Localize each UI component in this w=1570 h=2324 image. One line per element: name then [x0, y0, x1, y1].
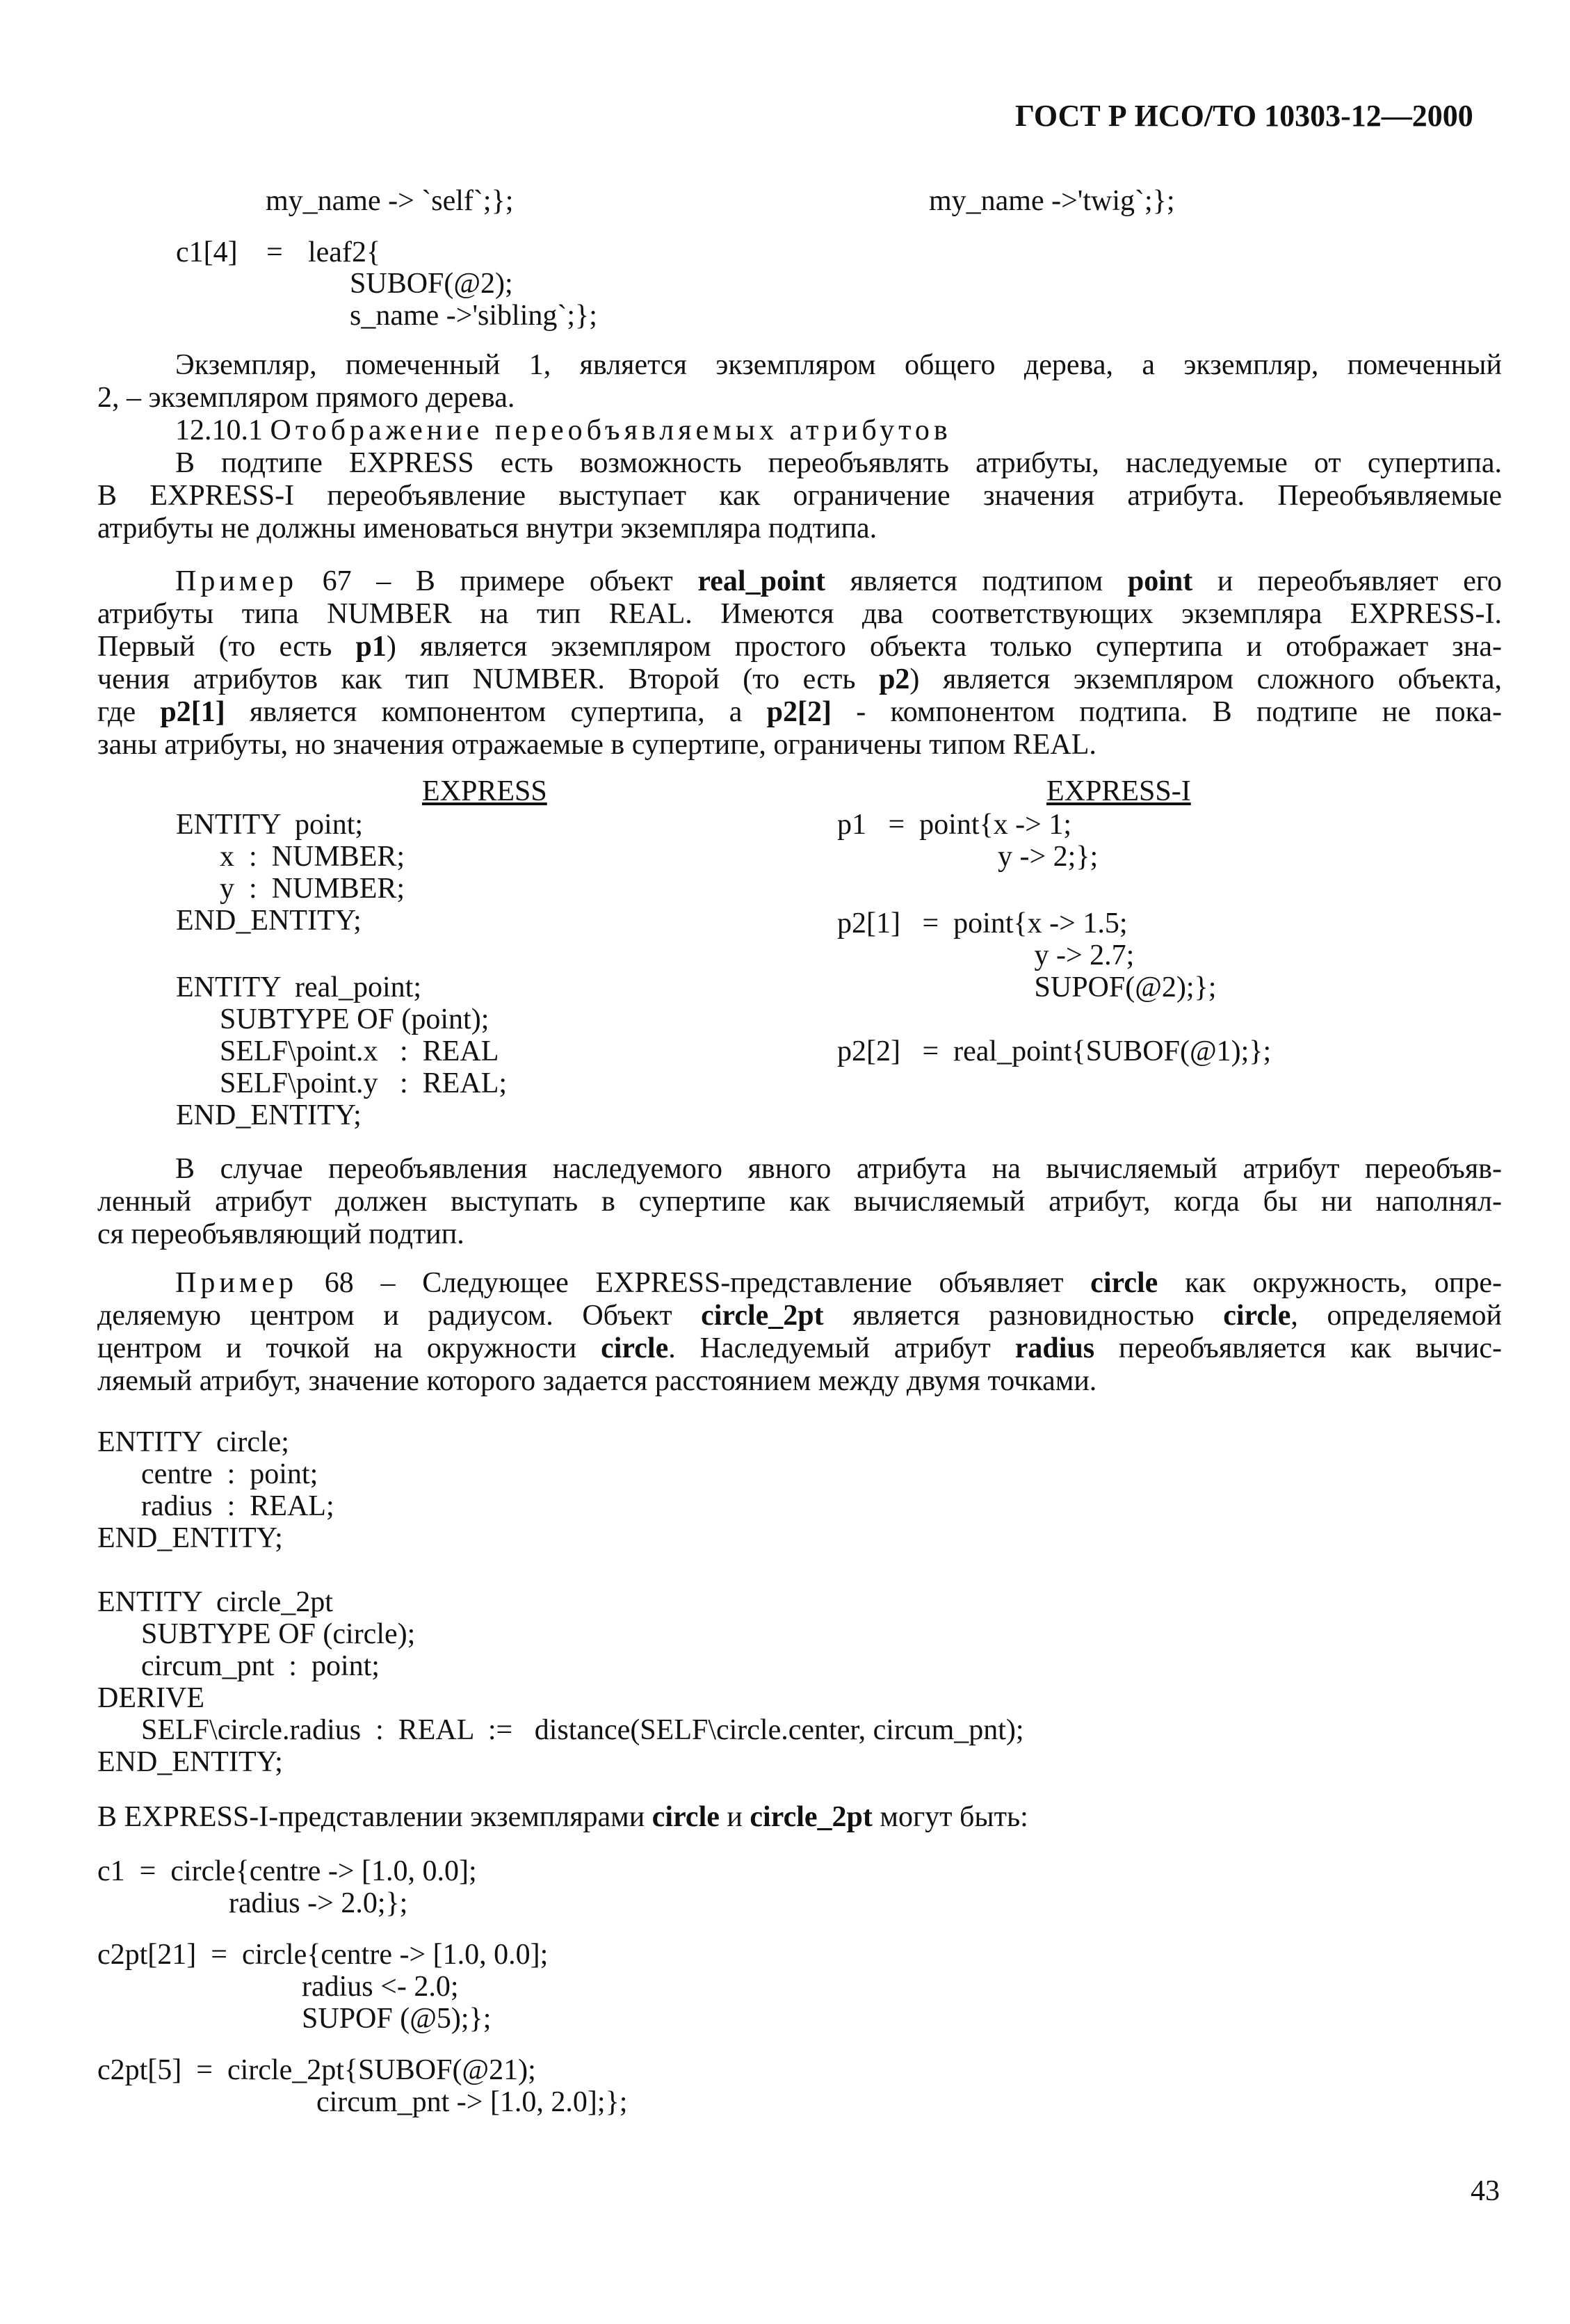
column-heading-express-i: EXPRESS-I [1046, 775, 1191, 807]
code-line: SUBOF(@2); [350, 268, 513, 300]
text-line: где p2[1] является компонентом супертипа, а p2[2] - компонентом подтипа. В подтипе не пока- [97, 696, 1502, 728]
code-line: DERIVE [97, 1682, 204, 1714]
code-line: = [266, 236, 283, 268]
code-line: p2[2] = real_point{SUBOF(@1);}; [837, 1035, 1272, 1067]
code-line: ENTITY circle; [97, 1426, 289, 1458]
code-line: radius -> 2.0;}; [97, 1887, 408, 1919]
code-line: c2pt[5] = circle_2pt{SUBOF(@21); [97, 2054, 536, 2086]
paragraph [97, 447, 1502, 545]
column-heading-express: EXPRESS [422, 775, 547, 807]
section-heading [175, 414, 952, 447]
paragraph [97, 1153, 1502, 1251]
code-line: p1 = point{x -> 1; [837, 809, 1072, 841]
code-line: END_ENTITY; [97, 1522, 283, 1554]
code-line: SUPOF(@2);}; [837, 971, 1217, 1003]
code-line: ENTITY point; [176, 809, 364, 841]
code-line: p2[1] = point{x -> 1.5; [837, 907, 1128, 939]
code-line: c1[4] [176, 236, 238, 268]
text-line: заны атрибуты, но значения отражаемые в супертипе, ограничены типом REAL. [97, 729, 1096, 761]
code-line: circum_pnt -> [1.0, 2.0];}; [97, 2086, 628, 2118]
code-line: my_name ->'twig`;}; [929, 185, 1175, 217]
code-line: my_name -> `self`;}; [266, 185, 514, 217]
code-line: s_name ->'sibling`;}; [350, 300, 597, 332]
code-line: ENTITY circle_2pt [97, 1586, 333, 1618]
code-line: END_ENTITY; [176, 905, 362, 937]
text-line: ляемый атрибут, значение которого задается расстоянием между двумя точками. [97, 1365, 1097, 1397]
page-number: 43 [1471, 2175, 1500, 2207]
code-line: centre : point; [97, 1458, 318, 1490]
paragraph: В EXPRESS-I-представлении экземплярами circle и circle_2pt могут быть: [97, 1801, 1028, 1833]
code-line: radius : REAL; [97, 1490, 334, 1522]
code-line: SUBTYPE OF (point); [176, 1003, 489, 1035]
text-line: Первый (то есть p1) является экземпляром простого объекта только супертипа и отображает зна- [97, 631, 1503, 663]
code-line: c2pt[21] = circle{centre -> [1.0, 0.0]; [97, 1939, 549, 1971]
text-line: Пример 67 – В примере объект real_point является подтипом point и переобъявляет его [175, 565, 1503, 597]
code-line: ENTITY real_point; [176, 971, 422, 1003]
text-line: Пример 68 – Следующее EXPRESS-представление объявляет circle как окружность, опре- [175, 1267, 1502, 1299]
code-line: y -> 2;}; [837, 841, 1099, 873]
code-line: SELF\circle.radius : REAL := distance(SELF\circle.center, circum_pnt); [97, 1714, 1024, 1746]
code-line: c1 = circle{centre -> [1.0, 0.0]; [97, 1855, 477, 1887]
text-line: В случае переобъявления наследуемого явного атрибута на вычисляемый атрибут переобъяв- [175, 1153, 1502, 1185]
example-67 [97, 565, 1502, 761]
code-line: y : NUMBER; [176, 873, 405, 905]
code-line: x : NUMBER; [176, 841, 405, 873]
text-line: центром и точкой на окружности circle. Наследуемый атрибут radius переобъявляется как вычис- [97, 1332, 1503, 1364]
text-line: В EXPRESS-I переобъявление выступает как ограничение значения атрибута. Переобъявляемые [97, 480, 1502, 512]
code-line: SUBTYPE OF (circle); [97, 1618, 416, 1650]
text-line: чения атрибутов как тип NUMBER. Второй (то есть p2) является экземпляром сложного объекта, [97, 663, 1502, 695]
code-line: END_ENTITY; [97, 1746, 283, 1778]
text-line: атрибуты не должны именоваться внутри экземпляра подтипа. [97, 513, 877, 544]
text-line: Экземпляр, помеченный 1, является экземпляром общего дерева, а экземпляр, помеченный [175, 349, 1502, 381]
code-line: radius <- 2.0; [97, 1971, 459, 2003]
code-line: leaf2{ [308, 236, 381, 268]
code-line: SUPOF (@5);}; [97, 2003, 492, 2035]
code-line: SELF\point.x : REAL [176, 1035, 499, 1067]
text-line: В подтипе EXPRESS есть возможность переобъявлять атрибуты, наследуемые от супертипа. [175, 447, 1502, 479]
paragraph [97, 349, 1502, 414]
section-title: Отображение переобъявляемых атрибутов [270, 414, 952, 446]
example-68 [97, 1267, 1502, 1398]
text-line: 2, – экземпляром прямого дерева. [97, 382, 515, 414]
code-line: END_ENTITY; [176, 1099, 362, 1131]
code-line: circum_pnt : point; [97, 1650, 380, 1682]
text-line: ленный атрибут должен выступать в супертипе как вычисляемый атрибут, когда бы ни наполнял- [97, 1186, 1502, 1218]
text-line: деляемую центром и радиусом. Объект circle_2pt является разновидностью circle, определяемой [97, 1300, 1502, 1332]
text-line: ся переобъявляющий подтип. [97, 1218, 464, 1250]
section-number: 12.10.1 [175, 414, 263, 446]
standard-header: ГОСТ Р ИСО/ТО 10303-12—2000 [1015, 99, 1473, 133]
text-line: атрибуты типа NUMBER на тип REAL. Имеются два соответствующих экземпляра EXPRESS-I. [97, 598, 1502, 630]
code-line: y -> 2.7; [837, 939, 1135, 971]
code-line: SELF\point.y : REAL; [176, 1067, 508, 1099]
